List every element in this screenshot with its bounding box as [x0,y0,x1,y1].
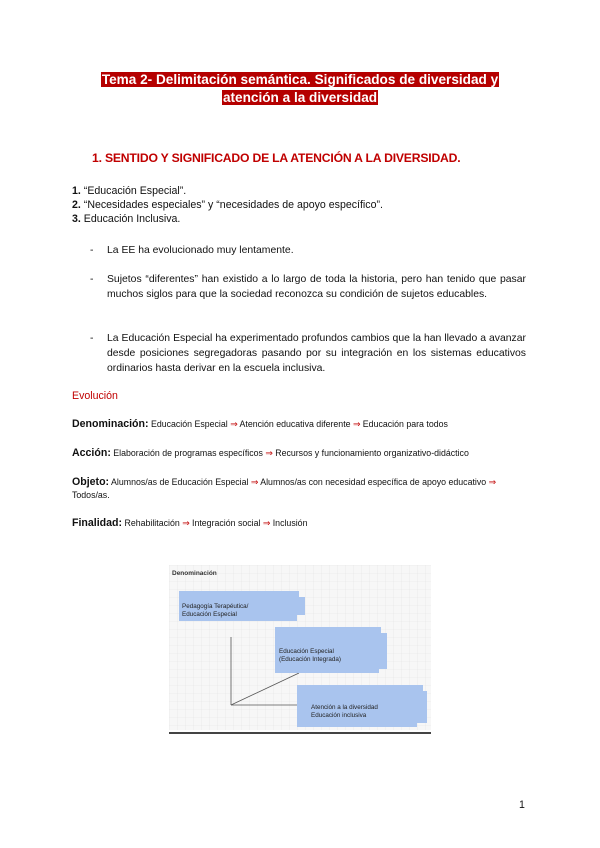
arrow-icon: ⇒ [352,419,361,429]
section-heading: 1. SENTIDO Y SIGNIFICADO DE LA ATENCIÓN A LA DIVERSIDAD. [92,151,461,165]
diagram-box-3-line-1: Atención a la diversidad [311,704,378,711]
bullet-dash-1: - [90,245,94,256]
numbered-item-3: 3. Educación Inclusiva. [72,213,181,225]
numbered-item-2: 2. “Necesidades especiales” y “necesidades de apoyo específico”. [72,199,383,211]
arrow-icon: ⇒ [250,477,259,487]
row-denominacion: Denominación: Educación Especial ⇒ Atención educativa diferente ⇒ Educación para todos [72,418,448,430]
row-objeto: Objeto: Alumnos/as de Educación Especial ⇒ Alumnos/as con necesidad específica de apoyo educativo ⇒ Todos/as. [72,476,496,500]
evolucion-heading: Evolución [72,390,118,402]
diagram-box-1-line-1: Pedagogía Terapéutica/ [182,603,249,610]
diagram-box-2-line-1: Educación Especial [279,648,334,655]
diagram-box-2-line-2: (Educación Integrada) [279,656,341,663]
document-title [0,71,600,106]
bullet-dash-3: - [90,333,94,344]
arrow-icon: ⇒ [488,477,496,487]
page-number: 1 [519,799,525,811]
arrow-icon: ⇒ [262,518,271,528]
bullet-dash-2: - [90,274,94,285]
diagram-canvas [169,565,431,730]
diagram-box-3-line-2: Educación inclusiva [311,712,367,719]
title-line-1: Tema 2- Delimitación semántica. Significados de diversidad y [101,72,499,87]
title-line-2: atención a la diversidad [222,89,378,105]
evolution-diagram [169,565,431,734]
bullet-text-1: La EE ha evolucionado muy lentamente. [107,245,294,256]
row-accion: Acción: Elaboración de programas específicos ⇒ Recursos y funcionamiento organizativo-didáctico [72,447,469,459]
arrow-icon: ⇒ [265,448,273,458]
row-finalidad: Finalidad: Rehabilitación ⇒ Integración social ⇒ Inclusión [72,517,308,529]
diagram-caption: Denominación [172,570,217,577]
numbered-item-1: 1. “Educación Especial”. [72,185,187,197]
bullet-text-3: La Educación Especial ha experimentado profundos cambios que la han llevado a avanzar desde posiciones segregadoras pasando por su integración en los sistemas educativos ordinarios hasta derivar en la escuela inclusiva. [107,333,526,374]
diagram-box-1-line-2: Educación Especial [182,611,237,618]
arrow-icon: ⇒ [182,518,190,528]
bullet-text-2: Sujetos “diferentes” han existido a lo largo de toda la historia, pero han tenido que pasar muchos siglos para que la sociedad reconozca su condición de sujetos educables. [107,274,526,300]
arrow-icon: ⇒ [230,419,238,429]
